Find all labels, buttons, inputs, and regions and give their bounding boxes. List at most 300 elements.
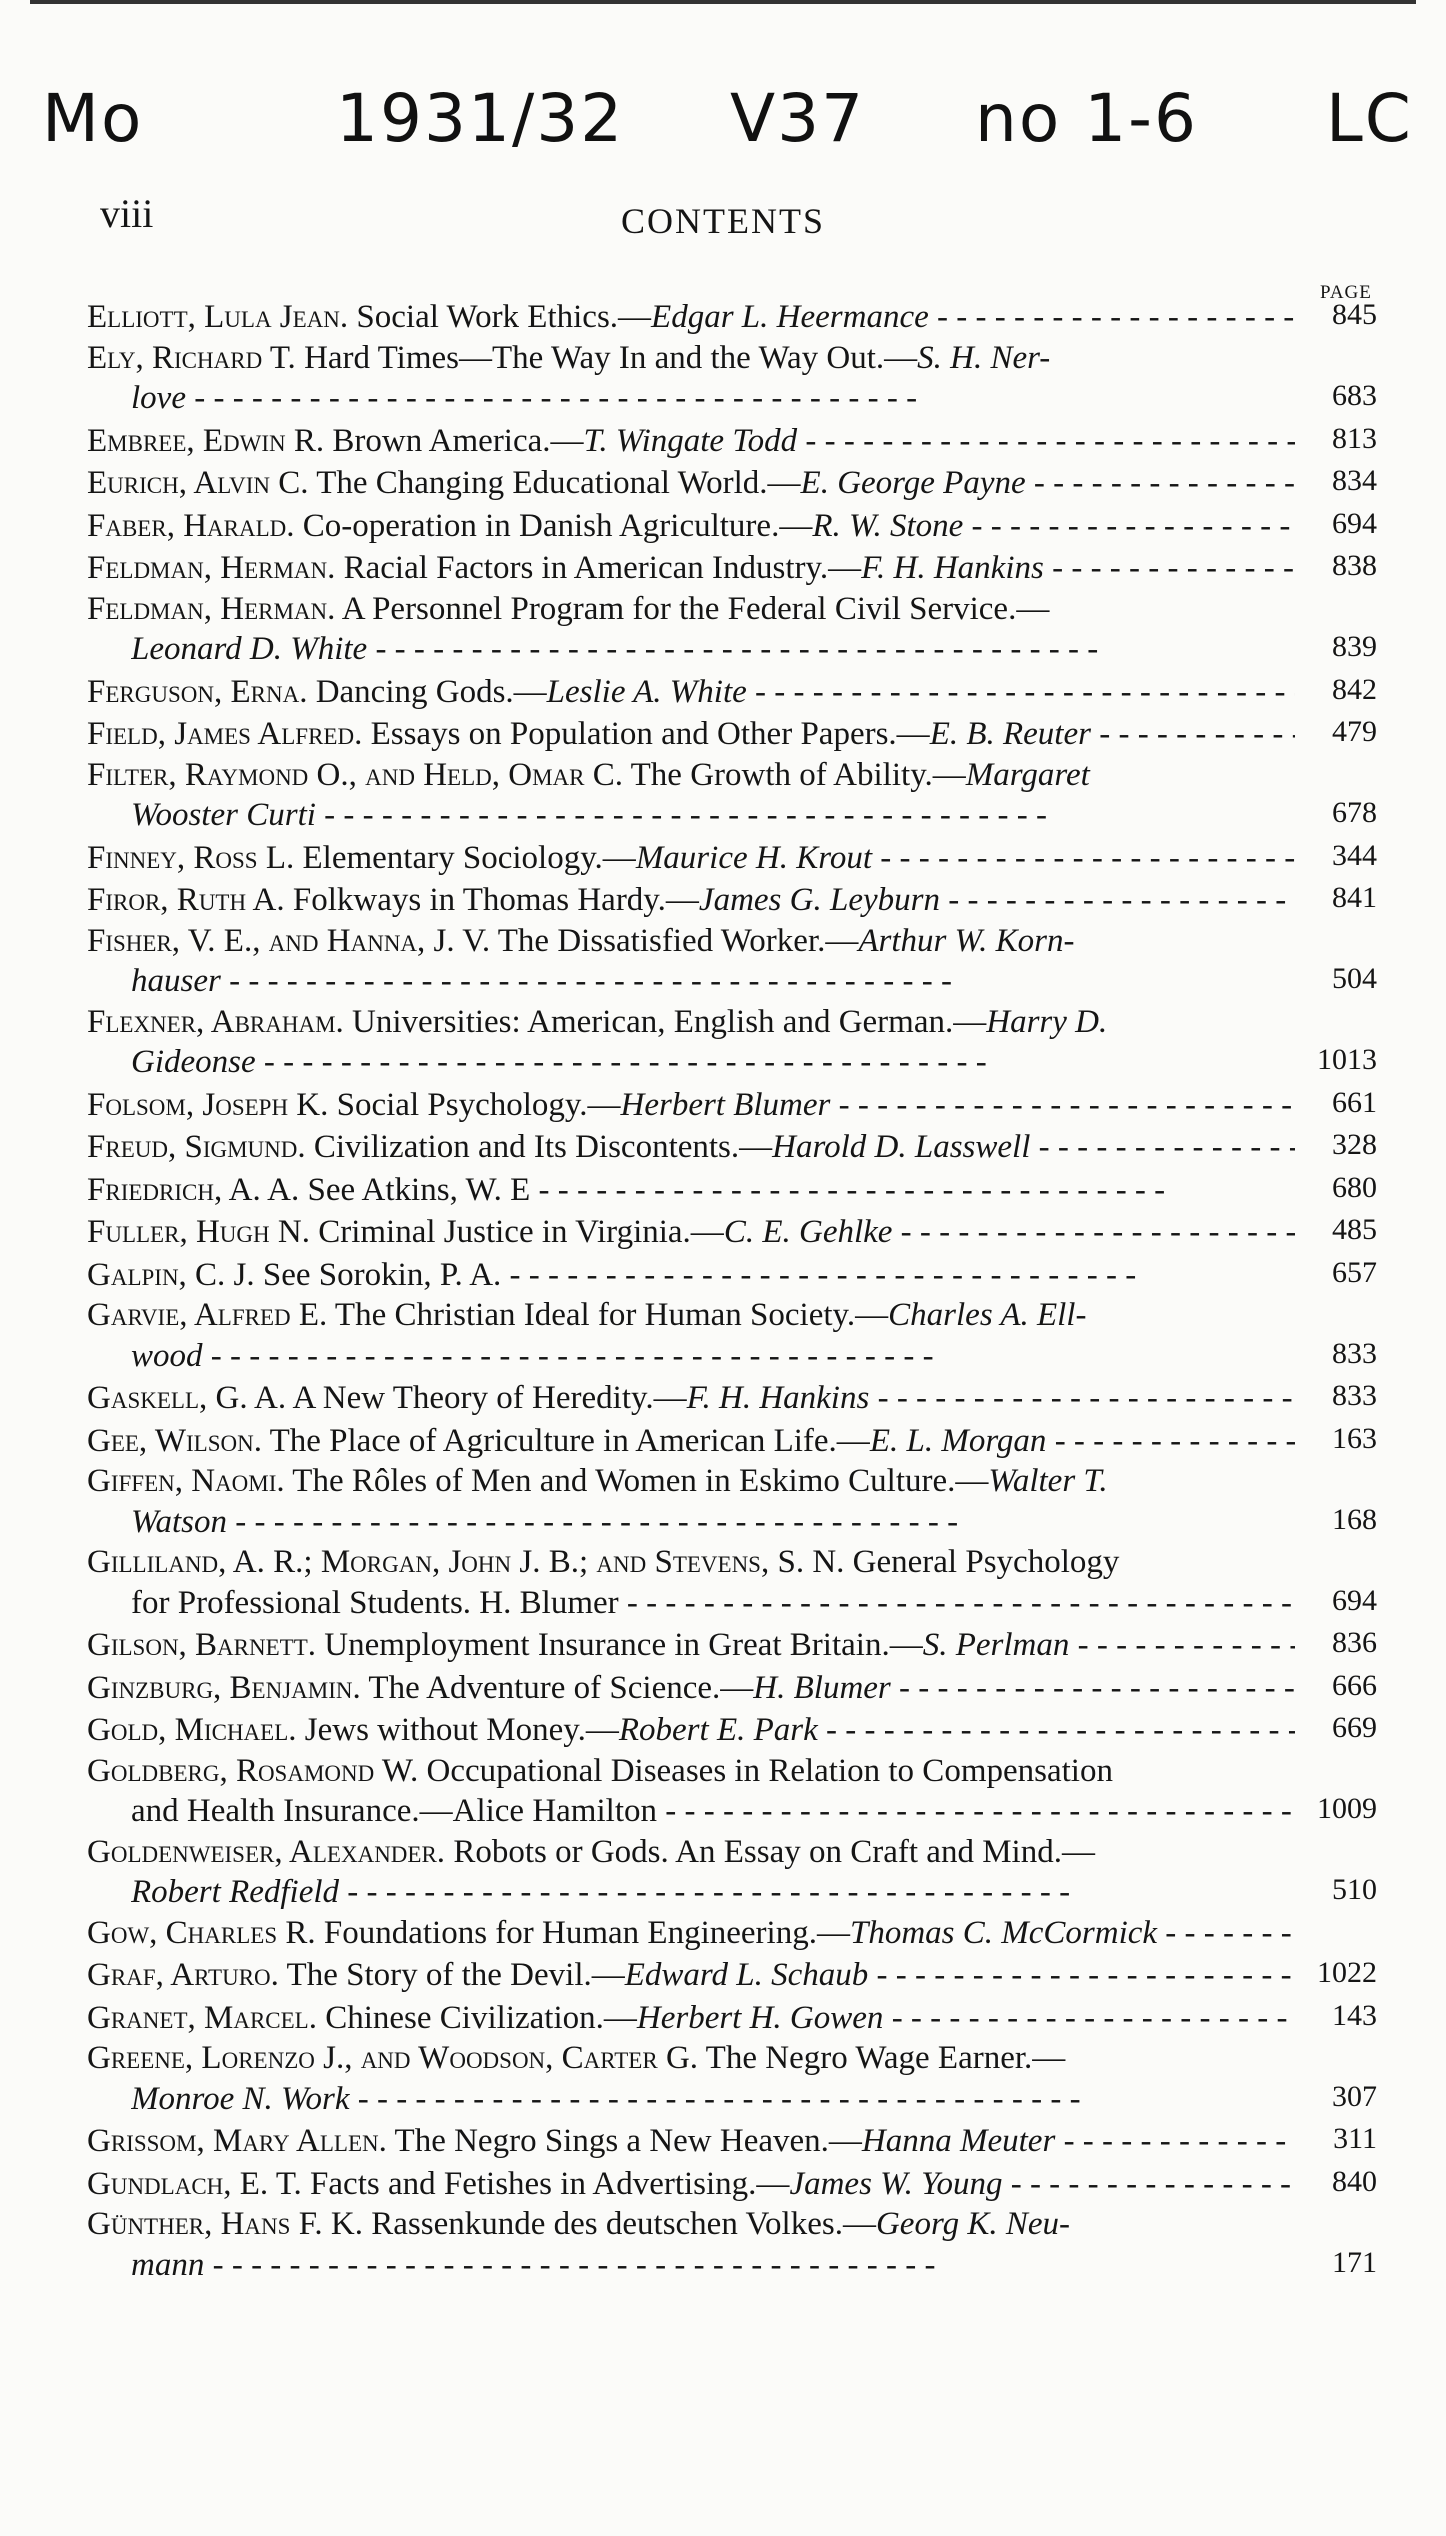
entry-author: Ginzburg, Benjamin. [87, 1669, 361, 1706]
entry-line-text [87, 1085, 1295, 1126]
entry-line [87, 1998, 1295, 2039]
list-item [87, 419, 1377, 462]
entry-page: 840 [1332, 2164, 1377, 2198]
entry-text [87, 714, 1295, 755]
handwritten-note-5: LC [1326, 80, 1413, 157]
entry-text [87, 1295, 1295, 1376]
entry-page: 680 [1332, 1170, 1377, 1204]
entry-title: A Personnel Program for the Federal Civil Service.— [335, 590, 1050, 627]
entry-line [87, 548, 1295, 589]
entry-text [87, 2121, 1295, 2162]
entry-title: See Sorokin, P. A. [254, 1256, 502, 1293]
entry-line [87, 1212, 1295, 1253]
entry-continuation: Leonard D. White - - [131, 629, 1295, 670]
entry-reviewer: Maurice H. Krout [635, 839, 872, 876]
entry-title: The Negro Sings a New Heaven.— [386, 2123, 862, 2159]
entry-line [87, 755, 1295, 796]
entry-line [87, 1913, 1295, 1954]
entry-line-text [87, 672, 1295, 713]
entry-line [87, 838, 1295, 879]
entry-text [87, 1668, 1295, 1709]
entry-text [87, 297, 1295, 338]
list-item [87, 504, 1377, 547]
entry-line-text [87, 297, 1295, 338]
entry-line [87, 921, 1295, 962]
entry-text [87, 338, 1295, 419]
list-item [87, 1295, 1377, 1376]
entry-author: Giffen, Naomi. [87, 1463, 285, 1499]
entry-reviewer: Edward L. Schaub [624, 1957, 869, 1993]
entry-line-text [87, 463, 1295, 504]
list-item [87, 338, 1377, 419]
entry-author: Firor, Ruth A. [87, 882, 285, 918]
entry-title: Robots or Gods. An Essay on Craft and Mind.— [445, 1833, 1095, 1870]
entry-reviewer: James G. Leyburn [698, 882, 940, 918]
entry-author: Günther, Hans F. K. [87, 2206, 363, 2242]
entry-author: Field, James Alfred. [87, 716, 363, 752]
entry-title: Universities: American, English and German.— [343, 1003, 987, 1040]
entry-reviewer: James W. Young [789, 2165, 1003, 2202]
list-item [87, 461, 1377, 504]
list-item [87, 836, 1377, 879]
entry-page: 834 [1332, 464, 1377, 497]
entry-page: 833 [1332, 1336, 1377, 1370]
list-item [87, 1376, 1377, 1419]
entry-line-text [87, 1255, 1295, 1296]
entry-line [87, 1751, 1295, 1792]
entry-continuation-line [87, 961, 1295, 1002]
entry-title: Unemployment Insurance in Great Britain.— [316, 1627, 923, 1663]
entry-author: Elliott, Lula Jean. [87, 299, 349, 335]
entry-reviewer: Herbert Blumer [620, 1086, 831, 1123]
entry-reviewer: R. W. Stone [812, 507, 964, 544]
entry-continuation-line [87, 2245, 1295, 2286]
entry-line-text [87, 1625, 1295, 1666]
entry-line [87, 1461, 1295, 1502]
entry-author: Finney, Ross L. [87, 839, 295, 876]
entry-line [87, 1170, 1295, 1211]
list-item [87, 1666, 1377, 1709]
list-item [87, 1996, 1377, 2039]
list-item [87, 878, 1377, 921]
entry-reviewer: Harry D. [986, 1003, 1108, 1040]
entry-line [87, 506, 1295, 547]
entry-author: Faber, Harald. [87, 507, 295, 544]
entry-line [87, 1378, 1295, 1419]
entry-title: See Atkins, W. E [299, 1171, 531, 1208]
entry-continuation-line [87, 1583, 1295, 1624]
entry-author: Gold, Michael. [87, 1712, 297, 1748]
entry-line-text [87, 1170, 1295, 1211]
entry-author: Feldman, Herman. [87, 550, 336, 586]
list-item [87, 2162, 1377, 2205]
entry-page: 694 [1332, 506, 1377, 540]
entry-line-text [87, 506, 1295, 547]
entry-author: Ely, Richard T. [87, 339, 296, 376]
entry-text [87, 921, 1295, 1002]
entry-author: Goldenweiser, Alexander. [87, 1833, 446, 1870]
entry-continuation-line [87, 1336, 1295, 1377]
entry-continuation: Wooster Curti - - [131, 795, 1295, 836]
handwritten-note-1: Mo [42, 80, 144, 157]
list-item [87, 1751, 1377, 1832]
entry-line-text [87, 1955, 1295, 1996]
list-item [87, 921, 1377, 1002]
list-item [87, 1953, 1377, 1996]
entry-page: 1022 [1317, 1956, 1377, 1989]
list-item [87, 1542, 1377, 1623]
entry-page: 485 [1332, 1213, 1377, 1246]
entry-title: The Changing Educational World.— [308, 465, 801, 501]
entry-title: Elementary Sociology.— [294, 839, 636, 876]
entry-text [87, 1710, 1295, 1751]
entry-text [87, 421, 1295, 462]
entry-continuation: Monroe N. Work - - [131, 2079, 1295, 2120]
entry-line [87, 1085, 1295, 1126]
page-column-label: PAGE [1320, 282, 1372, 303]
entry-reviewer: Robert E. Park [618, 1712, 818, 1748]
entry-page: 1009 [1317, 1792, 1377, 1825]
entry-line [87, 1295, 1295, 1336]
list-item [87, 546, 1377, 589]
entry-line [87, 1255, 1295, 1296]
entry-author: Folsom, Joseph K. [87, 1086, 329, 1123]
entry-title: Civilization and Its Discontents.— [305, 1129, 773, 1165]
entry-page: 694 [1332, 1583, 1377, 1617]
entry-text [87, 463, 1295, 504]
entry-continuation: mann - - [131, 2245, 1295, 2286]
entry-line-text [87, 421, 1295, 462]
entry-line-text [87, 1378, 1295, 1419]
entry-continuation-line [87, 1791, 1295, 1832]
entry-line [87, 338, 1295, 379]
entry-line-text [87, 880, 1295, 921]
entry-reviewer: Charles A. Ell- [888, 1297, 1087, 1333]
entry-line [87, 1710, 1295, 1751]
entry-title: Folkways in Thomas Hardy.— [284, 882, 699, 918]
entry-continuation: love - - [131, 378, 1295, 419]
entry-title: The Place of Agriculture in American Life.— [261, 1422, 870, 1459]
entry-title: The Christian Ideal for Human Society.— [327, 1297, 889, 1333]
entry-line-text [87, 1668, 1295, 1709]
entry-text [87, 1542, 1295, 1623]
entry-line [87, 2121, 1295, 2162]
list-item [87, 1083, 1377, 1126]
entry-author: Grissom, Mary Allen. [87, 2123, 387, 2159]
list-item [87, 1419, 1377, 1462]
page-title: CONTENTS [621, 201, 825, 241]
entry-author: Gundlach, E. T. [87, 2165, 302, 2202]
entry-author: Filter, Raymond O., and Held, Omar C. [87, 756, 623, 793]
entry-page: 845 [1332, 298, 1377, 331]
entry-reviewer: F. H. Hankins [861, 550, 1044, 586]
entry-reviewer: Harold D. Lasswell [772, 1129, 1031, 1165]
entry-title: Social Work Ethics.— [348, 299, 652, 335]
entry-page: 841 [1332, 881, 1377, 914]
entry-reviewer: C. E. Gehlke [723, 1214, 893, 1250]
entry-line-text [87, 2121, 1295, 2162]
entry-reviewer: Leslie A. White [546, 673, 747, 710]
entry-author: Feldman, Herman. [87, 590, 336, 627]
entry-text [87, 2164, 1295, 2205]
entry-text [87, 1832, 1295, 1913]
entry-reviewer: Margaret [965, 756, 1090, 793]
entry-reviewer: S. Perlman [922, 1627, 1070, 1663]
entry-line [87, 2204, 1295, 2245]
entry-line-text [87, 1212, 1295, 1253]
entry-text [87, 880, 1295, 921]
page-number: viii [100, 191, 154, 236]
list-item [87, 670, 1377, 713]
entry-text [87, 1170, 1295, 1211]
entry-line-text [87, 714, 1295, 755]
entry-line [87, 2038, 1295, 2079]
entry-line [87, 2164, 1295, 2205]
list-item [87, 1253, 1377, 1296]
entry-author: Fuller, Hugh N. [87, 1214, 310, 1250]
entry-text [87, 1255, 1295, 1296]
entry-text [87, 1461, 1295, 1542]
entry-text [87, 672, 1295, 713]
entry-continuation: wood - - [131, 1336, 1295, 1377]
entry-line-text [87, 1913, 1295, 1954]
entry-text [87, 1625, 1295, 1666]
entry-page: 510 [1332, 1873, 1377, 1906]
entry-line [87, 1127, 1295, 1168]
entry-line [87, 421, 1295, 462]
entry-line-text [87, 1127, 1295, 1168]
entry-title: The Dissatisfied Worker.— [490, 922, 859, 959]
entry-title: Social Psychology.— [328, 1086, 621, 1123]
entry-title: Brown America.— [324, 422, 584, 459]
entry-page: 307 [1332, 2079, 1377, 2113]
entry-line [87, 463, 1295, 504]
entry-text [87, 838, 1295, 879]
entry-author: Gow, Charles R. [87, 1914, 316, 1951]
entry-page: 666 [1332, 1668, 1377, 1702]
entry-continuation: for Professional Students. H. Blumer - - [131, 1583, 1295, 1624]
list-item [87, 1002, 1377, 1083]
entry-text [87, 548, 1295, 589]
entry-page: 344 [1332, 838, 1377, 872]
entry-continuation-line [87, 795, 1295, 836]
entry-title: Hard Times—The Way In and the Way Out.— [295, 339, 918, 376]
entry-line [87, 589, 1295, 630]
entry-title: General Psychology [844, 1544, 1120, 1580]
entry-author: Gilson, Barnett. [87, 1627, 317, 1663]
entry-author: Greene, Lorenzo J., and Woodson, Carter G. [87, 2040, 699, 2076]
entry-reviewer: Hanna Meuter [861, 2123, 1056, 2159]
entry-author: Galpin, C. J. [87, 1256, 255, 1293]
list-item [87, 1168, 1377, 1211]
entry-page: 661 [1332, 1085, 1377, 1119]
entry-line-text [87, 2164, 1295, 2205]
entry-author: Flexner, Abraham. [87, 1003, 344, 1040]
entry-title: Jews without Money.— [296, 1712, 619, 1748]
entry-text [87, 1421, 1295, 1462]
entry-text [87, 1913, 1295, 1954]
list-item [87, 1623, 1377, 1666]
entry-page: 683 [1332, 379, 1377, 412]
entry-page: 836 [1332, 1626, 1377, 1659]
entry-line-text [87, 1710, 1295, 1751]
entry-author: Embree, Edwin R. [87, 422, 325, 459]
entry-page: 479 [1332, 715, 1377, 748]
entry-text [87, 1002, 1295, 1083]
entry-continuation-line [87, 1042, 1295, 1083]
list-item [87, 1913, 1377, 1954]
top-rule [30, 0, 1416, 4]
entry-continuation: and Health Insurance.—Alice Hamilton - - [131, 1791, 1295, 1832]
list-item [87, 712, 1377, 755]
entry-reviewer: E. B. Reuter [929, 716, 1091, 752]
entry-page: 842 [1332, 672, 1377, 706]
contents-list [87, 295, 1377, 2285]
list-item [87, 755, 1377, 836]
entry-line [87, 297, 1295, 338]
handwritten-note [30, 80, 1413, 175]
entry-line [87, 1832, 1295, 1873]
entry-line [87, 1955, 1295, 1996]
entry-page: 833 [1332, 1379, 1377, 1412]
entry-line-text [87, 838, 1295, 879]
entry-page: 171 [1332, 2245, 1377, 2279]
entry-text [87, 1085, 1295, 1126]
list-item [87, 2038, 1377, 2119]
entry-page: 311 [1333, 2122, 1377, 2155]
entry-reviewer: Arthur W. Korn- [858, 922, 1075, 959]
entry-text [87, 1127, 1295, 1168]
entry-page: 813 [1332, 421, 1377, 455]
entry-author: Gilliland, A. R.; Morgan, John J. B.; and Stevens, S. N. [87, 1544, 845, 1580]
entry-title: Criminal Justice in Virginia.— [309, 1214, 724, 1250]
entry-author: Fisher, V. E., and Hanna, J. V. [87, 922, 491, 959]
entry-continuation-line [87, 1502, 1295, 1543]
entry-reviewer: Georg K. Neu- [875, 2206, 1070, 2242]
list-item [87, 1832, 1377, 1913]
entry-author: Friedrich, A. A. [87, 1171, 300, 1208]
entry-reviewer: S. H. Ner- [917, 339, 1051, 376]
entry-page: 168 [1332, 1502, 1377, 1536]
entry-page: 657 [1332, 1255, 1377, 1289]
entry-text [87, 1955, 1295, 1996]
entry-continuation: hauser - - [131, 961, 1295, 1002]
entry-text [87, 2204, 1295, 2285]
entry-page: 669 [1332, 1711, 1377, 1744]
entry-line [87, 1421, 1295, 1462]
entry-continuation-line [87, 629, 1295, 670]
entry-page: 328 [1332, 1128, 1377, 1161]
entry-title: The Adventure of Science.— [360, 1669, 754, 1706]
entry-continuation: Watson - - [131, 1502, 1295, 1543]
list-item [87, 2119, 1377, 2162]
entry-author: Goldberg, Rosamond W. [87, 1752, 419, 1789]
list-item [87, 295, 1377, 338]
entry-title: The Negro Wage Earner.— [698, 2040, 1066, 2076]
entry-author: Granet, Marcel. [87, 1999, 317, 2036]
entry-title: Occupational Diseases in Relation to Compensation [418, 1752, 1113, 1789]
entry-author: Garvie, Alfred E. [87, 1297, 328, 1333]
entry-line [87, 880, 1295, 921]
entry-line-text [87, 1998, 1295, 2039]
entry-line [87, 714, 1295, 755]
entry-title: Co-operation in Danish Agriculture.— [294, 507, 813, 544]
entry-page: 678 [1332, 796, 1377, 829]
entry-text [87, 2038, 1295, 2119]
entry-title: Racial Factors in American Industry.— [335, 550, 862, 586]
entry-page: 163 [1332, 1421, 1377, 1455]
entry-reviewer: T. Wingate Todd [583, 422, 798, 459]
entry-reviewer: E. L. Morgan [869, 1422, 1047, 1459]
entry-title: Essays on Population and Other Papers.— [362, 716, 930, 752]
entry-title: The Growth of Ability.— [622, 756, 966, 793]
entry-title: A New Theory of Heredity.— [286, 1380, 687, 1416]
entry-reviewer: Walter T. [988, 1463, 1108, 1499]
entry-line [87, 1542, 1295, 1583]
entry-reviewer: Edgar L. Heermance [651, 299, 929, 335]
entry-line-text [87, 548, 1295, 589]
list-item [87, 2204, 1377, 2285]
list-item [87, 1461, 1377, 1542]
entry-reviewer: E. George Payne [800, 465, 1026, 501]
entry-line [87, 1668, 1295, 1709]
entry-title: Facts and Fetishes in Advertising.— [301, 2165, 790, 2202]
entry-line [87, 1625, 1295, 1666]
entry-line-text [87, 1421, 1295, 1462]
entry-author: Gee, Wilson. [87, 1422, 262, 1459]
entry-text [87, 1751, 1295, 1832]
entry-page: 838 [1332, 549, 1377, 582]
entry-continuation-line [87, 2079, 1295, 2120]
entry-author: Freud, Sigmund. [87, 1129, 306, 1165]
entry-title: Rassenkunde des deutschen Volkes.— [363, 2206, 876, 2242]
entry-text [87, 589, 1295, 670]
entry-page: 143 [1332, 1998, 1377, 2032]
entry-text [87, 1212, 1295, 1253]
entry-reviewer: Herbert H. Gowen [636, 1999, 884, 2036]
entry-reviewer: Thomas C. McCormick [849, 1914, 1158, 1951]
entry-title: Foundations for Human Engineering.— [315, 1914, 850, 1951]
entry-line [87, 672, 1295, 713]
list-item [87, 1708, 1377, 1751]
entry-continuation: Gideonse - - [131, 1042, 1295, 1083]
entry-page: 839 [1332, 630, 1377, 663]
entry-author: Ferguson, Erna. [87, 673, 308, 710]
entry-text [87, 1378, 1295, 1419]
entry-title: The Story of the Devil.— [278, 1957, 625, 1993]
entry-page: 504 [1332, 962, 1377, 995]
entry-author: Eurich, Alvin C. [87, 465, 309, 501]
entry-reviewer: H. Blumer [753, 1669, 891, 1706]
entry-continuation-line [87, 1872, 1295, 1913]
entry-text [87, 506, 1295, 547]
handwritten-note-2: 1931/32 [336, 80, 625, 157]
entry-continuation-line [87, 378, 1295, 419]
list-item [87, 589, 1377, 670]
entry-line [87, 1002, 1295, 1043]
list-item [87, 1210, 1377, 1253]
entry-continuation: Robert Redfield - - [131, 1872, 1295, 1913]
entry-author: Graf, Arturo. [87, 1957, 279, 1993]
entry-reviewer: F. H. Hankins [686, 1380, 870, 1416]
entry-author: Gaskell, G. A. [87, 1380, 287, 1416]
entry-title: Chinese Civilization.— [316, 1999, 637, 2036]
entry-page: 1013 [1317, 1043, 1377, 1076]
list-item [87, 1125, 1377, 1168]
entry-title: The Rôles of Men and Women in Eskimo Culture.— [284, 1463, 989, 1499]
handwritten-note-4: no 1-6 [975, 80, 1198, 157]
handwritten-note-3: V37 [730, 80, 866, 157]
